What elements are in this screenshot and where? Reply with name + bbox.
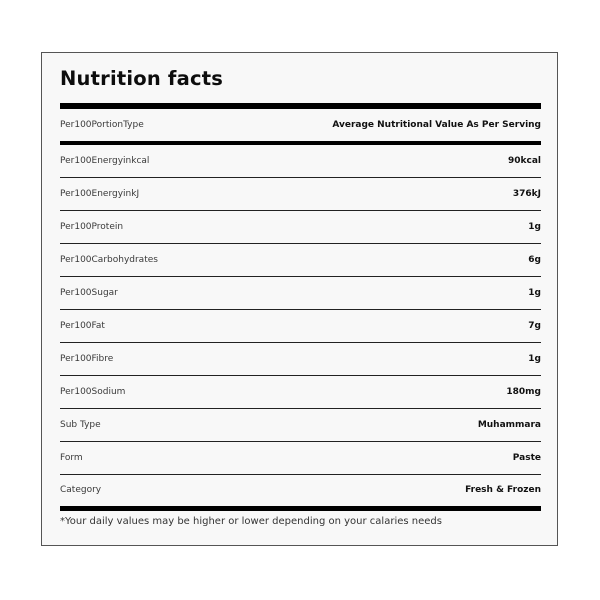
row-value: 1g [528,354,541,364]
row-value: Paste [512,453,541,463]
row-value: 1g [528,288,541,298]
row-label: Per100Sugar [60,288,118,298]
row-value: Muhammara [477,420,541,430]
table-row [60,145,541,178]
row-label: Category [60,485,102,495]
table-header-row [60,109,541,141]
row-value: Fresh & Frozen [465,485,541,495]
table-row [60,343,541,376]
header-label: Per100PortionType [60,120,144,130]
row-value: 180mg [506,387,541,397]
row-label: Per100Fat [60,321,105,331]
table-row [60,178,541,211]
row-value: 7g [528,321,541,331]
row-value: 90kcal [507,156,541,166]
row-label: Per100Sodium [60,387,126,397]
row-label: Per100Fibre [60,354,114,364]
table-row [60,244,541,277]
panel-title: Nutrition facts [60,67,224,90]
row-label: Per100Carbohydrates [60,255,158,265]
nutrition-facts-panel [41,52,558,546]
thick-divider-bottom [60,506,541,511]
row-label: Per100Energyinkcal [60,156,150,166]
table-row [60,442,541,475]
row-value: 1g [528,222,541,232]
table-row [60,376,541,409]
footnote: *Your daily values may be higher or lower depending on your calaries needs [60,516,442,527]
table-row [60,409,541,442]
row-value: 376kJ [512,189,541,199]
table-row [60,310,541,343]
row-label: Sub Type [60,420,101,430]
row-label: Form [60,453,83,463]
row-label: Per100EnergyinkJ [60,189,140,199]
header-value: Average Nutritional Value As Per Serving [332,120,541,130]
row-label: Per100Protein [60,222,124,232]
table-row [60,474,541,506]
table-row [60,211,541,244]
table-row [60,277,541,310]
row-value: 6g [528,255,541,265]
